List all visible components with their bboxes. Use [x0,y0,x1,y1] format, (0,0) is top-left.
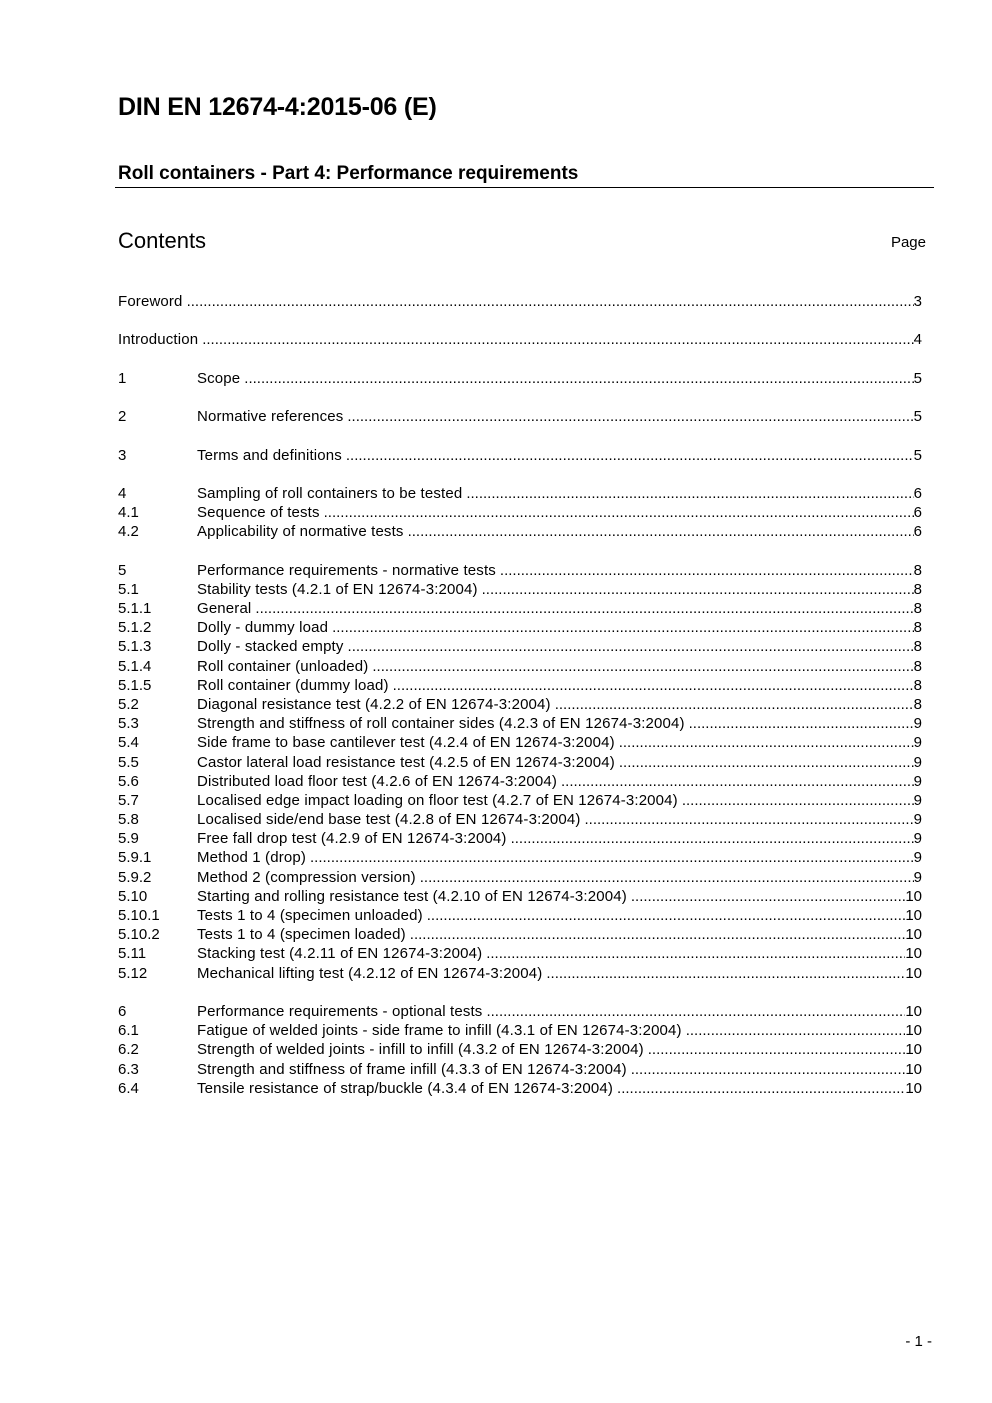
toc-group [118,292,922,311]
toc-entry-label: Fatigue of welded joints - side frame to infill (4.3.1 of EN 12674-3:2004) [197,1022,682,1040]
toc-entry-label: Applicability of normative tests [197,523,404,541]
toc-entry-label: Tests 1 to 4 (specimen loaded) [197,926,406,944]
toc-entry-label: Terms and definitions [197,446,342,464]
toc-entry-number: 5.10.2 [118,926,160,944]
toc-entry-label: Roll container (unloaded) [197,657,369,675]
toc-dot-leader [555,695,914,714]
toc-dot-leader [648,1040,906,1059]
toc-entry-label: Localised side/end base test (4.2.8 of EN 12674-3:2004) [197,811,581,829]
toc-entry-label: Foreword [118,293,183,310]
toc-entry-label: Strength and stiffness of frame infill (4.3.3 of EN 12674-3:2004) [197,1060,627,1078]
toc-dot-leader [466,484,913,503]
toc-entry-label: Performance requirements - normative tests [197,561,496,579]
toc-entry-label: Diagonal resistance test (4.2.2 of EN 12674-3:2004) [197,695,551,713]
toc-dot-leader [500,561,914,580]
toc-group [118,484,922,542]
toc-entry-page: 10 [905,1002,922,1020]
toc-entry-number: 5.8 [118,811,139,829]
toc-entry-page: 9 [913,753,922,771]
toc-entry-number: 6.1 [118,1022,139,1040]
toc-entry[interactable] [118,848,922,867]
toc-entry[interactable] [118,580,922,599]
toc-entry-number: 5.1.2 [118,619,152,637]
toc-dot-leader [546,964,905,983]
toc-entry[interactable] [118,446,922,465]
toc-entry-page: 9 [913,811,922,829]
toc-entry[interactable] [118,618,922,637]
toc-entry-page: 10 [905,945,922,963]
toc-entry-label: Strength of welded joints - infill to infill (4.3.2 of EN 12674-3:2004) [197,1041,644,1059]
toc-entry[interactable] [118,714,922,733]
toc-entry-label: Introduction [118,331,199,349]
toc-entry-number: 1 [118,369,127,387]
toc-entry[interactable] [118,695,922,714]
toc-dot-leader [346,446,914,465]
toc-entry-label: Normative references [197,408,344,426]
toc-entry[interactable] [118,829,922,848]
toc-entry-number: 2 [118,408,127,426]
toc-entry[interactable] [118,1002,922,1021]
toc-dot-leader [310,848,914,867]
toc-entry[interactable] [118,772,922,791]
toc-entry-number: 6.3 [118,1060,139,1078]
toc-dot-leader [617,1079,905,1098]
toc-entry-number: 5.10 [118,887,148,905]
toc-entry[interactable] [118,407,922,426]
toc-entry-page: 3 [913,293,922,310]
toc-entry[interactable] [118,906,922,925]
toc-entry-label: Tests 1 to 4 (specimen unloaded) [197,907,423,924]
toc-entry-page: 10 [905,1041,922,1059]
toc-entry-label: Mechanical lifting test (4.2.12 of EN 12674-3:2004) [197,964,543,982]
toc-entry-page: 4 [913,331,922,349]
toc-dot-leader [619,733,914,752]
toc-entry-number: 5.6 [118,772,139,790]
toc-entry-number: 5.2 [118,695,139,713]
document-title: Roll containers - Part 4: Performance requirements [118,163,579,184]
toc-entry-number: 4 [118,484,127,502]
toc-entry-page: 10 [905,926,922,944]
document-id: DIN EN 12674-4:2015-06 (E) [118,93,437,121]
toc-entry-number: 5 [118,561,127,579]
toc-entry-label: General [197,600,252,617]
toc-entry[interactable] [118,944,922,963]
toc-dot-leader [486,944,905,963]
toc-entry[interactable] [118,810,922,829]
toc-entry[interactable] [118,561,922,580]
toc-entry-page: 6 [913,484,922,502]
toc-dot-leader [202,330,913,349]
toc-dot-leader [561,772,914,791]
toc-entry-label: Performance requirements - optional tests [197,1002,483,1020]
toc-entry[interactable] [118,733,922,752]
toc-entry[interactable] [118,1040,922,1059]
toc-dot-leader [686,1021,906,1040]
toc-entry-label: Tensile resistance of strap/buckle (4.3.4 of EN 12674-3:2004) [197,1079,614,1097]
toc-entry-label: Dolly - dummy load [197,619,329,637]
toc-entry[interactable] [118,599,922,618]
toc-entry-label: Roll container (dummy load) [197,676,389,694]
toc-entry-number: 5.1 [118,580,139,598]
toc-entry-number: 3 [118,446,127,464]
toc-entry-page: 10 [905,1060,922,1078]
toc-entry-number: 5.1.5 [118,676,152,694]
toc-entry-number: 4.1 [118,504,139,522]
toc-entry[interactable] [118,1021,922,1040]
toc-entry-number: 6 [118,1002,127,1020]
toc-dot-leader [332,618,914,637]
toc-dot-leader [347,407,913,426]
title-rule [115,187,934,188]
toc-entry-label: Side frame to base cantilever test (4.2.4 of EN 12674-3:2004) [197,734,615,752]
toc-entry[interactable] [118,887,922,906]
toc-entry-number: 5.3 [118,715,139,733]
toc-entry-page: 10 [905,1079,922,1097]
toc-entry-label: Free fall drop test (4.2.9 of EN 12674-3:2004) [197,830,507,848]
toc-dot-leader [324,503,914,522]
toc-entry-page: 8 [913,638,922,656]
toc-entry-page: 6 [913,504,922,522]
toc-dot-leader [689,714,914,733]
toc-entry-label: Sampling of roll containers to be tested [197,484,463,502]
page-number: - 1 - [905,1333,932,1350]
toc-entry[interactable] [118,1060,922,1079]
toc-entry-label: Method 2 (compression version) [197,868,416,886]
toc-entry-label: Sequence of tests [197,504,320,522]
toc-dot-leader [410,925,906,944]
toc-entry[interactable] [118,925,922,944]
toc-dot-leader [682,791,914,810]
toc-entry[interactable] [118,676,922,695]
toc-entry[interactable] [118,292,922,311]
toc-entry-page: 9 [913,791,922,809]
toc-dot-leader [393,676,914,695]
toc-entry[interactable] [118,637,922,656]
toc-entry-label: Distributed load floor test (4.2.6 of EN 12674-3:2004) [197,772,557,790]
toc-entry-number: 5.1.3 [118,638,152,656]
toc-group [118,330,922,349]
toc-group [118,369,922,388]
toc-entry-page: 8 [913,676,922,694]
toc-group [118,561,922,983]
toc-dot-leader [631,887,905,906]
toc-entry-page: 9 [913,830,922,848]
toc-entry-number: 5.5 [118,753,139,771]
toc-dot-leader [348,637,914,656]
toc-dot-leader [585,810,914,829]
toc-entry-label: Stability tests (4.2.1 of EN 12674-3:2004) [197,580,478,598]
toc-entry-number: 5.9.2 [118,868,152,886]
toc-entry-page: 9 [913,849,922,867]
toc-entry-label: Castor lateral load resistance test (4.2.5 of EN 12674-3:2004) [197,753,615,771]
toc-entry-page: 10 [905,887,922,905]
toc-entry-label: Scope [197,369,241,387]
table-of-contents [118,292,922,1117]
toc-entry-label: Strength and stiffness of roll container sides (4.2.3 of EN 12674-3:2004) [197,715,685,733]
toc-entry-page: 8 [913,657,922,675]
toc-entry-page: 8 [913,580,922,598]
toc-entry-page: 5 [913,446,922,464]
toc-dot-leader [187,292,914,311]
toc-entry-number: 5.1.4 [118,657,152,675]
toc-entry[interactable] [118,753,922,772]
toc-dot-leader [420,868,914,887]
toc-entry-page: 6 [913,523,922,541]
toc-entry[interactable] [118,369,922,388]
toc-entry-number: 5.9.1 [118,849,152,867]
toc-entry-page: 10 [905,964,922,982]
page-column-heading: Page [890,234,926,251]
toc-entry-page: 9 [913,868,922,886]
toc-entry-page: 10 [905,907,922,924]
toc-entry[interactable] [118,964,922,983]
toc-entry-page: 5 [913,369,922,387]
toc-entry-page: 5 [913,408,922,426]
toc-entry-number: 6.2 [118,1041,139,1059]
toc-entry-number: 5.4 [118,734,139,752]
toc-dot-leader [619,753,914,772]
toc-entry[interactable] [118,484,922,503]
toc-dot-leader [372,657,913,676]
toc-dot-leader [255,599,913,618]
toc-entry[interactable] [118,503,922,522]
toc-entry[interactable] [118,330,922,349]
toc-entry-page: 9 [913,715,922,733]
toc-entry-label: Method 1 (drop) [197,849,306,867]
toc-dot-leader [408,522,914,541]
toc-entry-page: 8 [913,600,922,617]
toc-entry-page: 9 [913,772,922,790]
toc-dot-leader [511,829,914,848]
contents-heading: Contents [118,228,207,253]
toc-dot-leader [631,1060,906,1079]
toc-entry[interactable] [118,868,922,887]
toc-group [118,1002,922,1098]
toc-entry[interactable] [118,522,922,541]
toc-entry-number: 5.7 [118,791,139,809]
toc-entry-label: Stacking test (4.2.11 of EN 12674-3:2004) [197,945,483,963]
toc-entry-page: 8 [913,695,922,713]
toc-entry[interactable] [118,1079,922,1098]
toc-dot-leader [482,580,914,599]
toc-entry-label: Dolly - stacked empty [197,638,344,656]
toc-entry-label: Localised edge impact loading on floor test (4.2.7 of EN 12674-3:2004) [197,791,678,809]
toc-entry-label: Starting and rolling resistance test (4.2.10 of EN 12674-3:2004) [197,887,627,905]
toc-entry-number: 5.10.1 [118,907,160,924]
toc-entry-number: 5.12 [118,964,148,982]
toc-entry-page: 8 [913,619,922,637]
toc-group [118,407,922,426]
toc-entry-number: 5.11 [118,945,147,963]
toc-dot-leader [486,1002,905,1021]
toc-entry-number: 4.2 [118,523,139,541]
toc-dot-leader [244,369,913,388]
toc-entry-page: 8 [913,561,922,579]
toc-entry-number: 6.4 [118,1079,139,1097]
toc-entry-page: 10 [905,1022,922,1040]
toc-entry-number: 5.9 [118,830,139,848]
toc-group [118,446,922,465]
toc-entry-number: 5.1.1 [118,600,152,617]
toc-dot-leader [427,906,906,925]
toc-entry[interactable] [118,791,922,810]
toc-entry-page: 9 [913,734,922,752]
toc-entry[interactable] [118,657,922,676]
